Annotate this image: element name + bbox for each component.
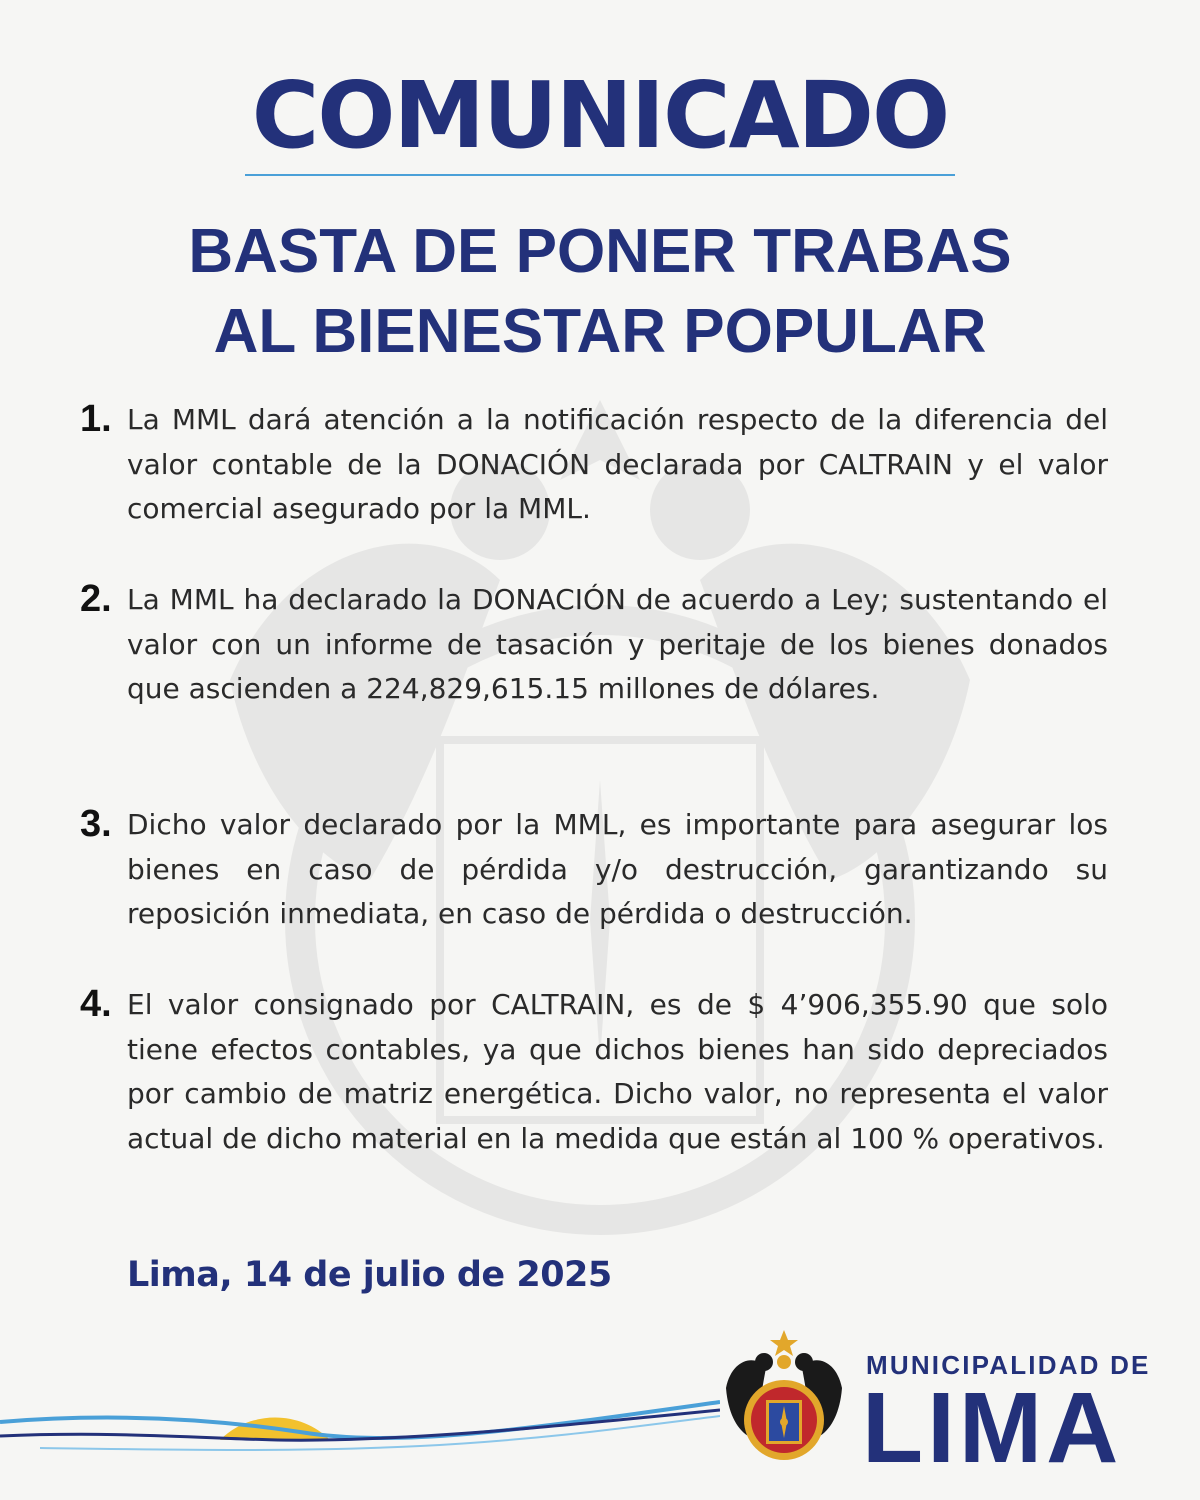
item-number: 1.	[80, 398, 112, 440]
item-text: Dicho valor declarado por la MML, es importante para asegurar los bienes en caso de pérdida y/o destrucción, garantizando su reposición inmediata, en caso de pérdida o destrucción.	[127, 808, 1108, 930]
logo-lima-text: LIMA	[862, 1372, 1123, 1484]
page-title: COMUNICADO	[251, 62, 949, 169]
item-text: La MML dará atención a la notificación respecto de la diferencia del valor contable de la DONACIÓN declarada por CALTRAIN y el valor comercial asegurado por la MML.	[127, 403, 1108, 525]
item-number: 3.	[80, 803, 112, 845]
wave-decoration-icon	[0, 1390, 720, 1460]
item-number: 4.	[80, 983, 112, 1025]
item-text: La MML ha declarado la DONACIÓN de acuerdo a Ley; sustentando el valor con un informe de tasación y peritaje de los bienes donados que ascienden a 224,829,615.15 millones de dólares.	[127, 583, 1108, 705]
item-text: El valor consignado por CALTRAIN, es de $ 4’906,355.90 que solo tiene efectos contables, ya que dichos bienes han sido depreciados por cambio de matriz energética. Dicho valor, no representa el valor actual de dicho material en la medida que están al 100 % operativos.	[127, 988, 1108, 1155]
subtitle-line-2: AL BIENESTAR POPULAR	[213, 297, 987, 366]
lima-crest-icon	[722, 1328, 846, 1478]
page-subtitle	[0, 212, 1200, 372]
logo-municipalidad-text: MUNICIPALIDAD DE	[866, 1350, 1151, 1380]
title-divider	[245, 174, 955, 176]
item-number: 2.	[80, 578, 112, 620]
date-line: Lima, 14 de julio de 2025	[127, 1255, 612, 1295]
subtitle-line-1: BASTA DE PONER TRABAS	[188, 217, 1012, 286]
